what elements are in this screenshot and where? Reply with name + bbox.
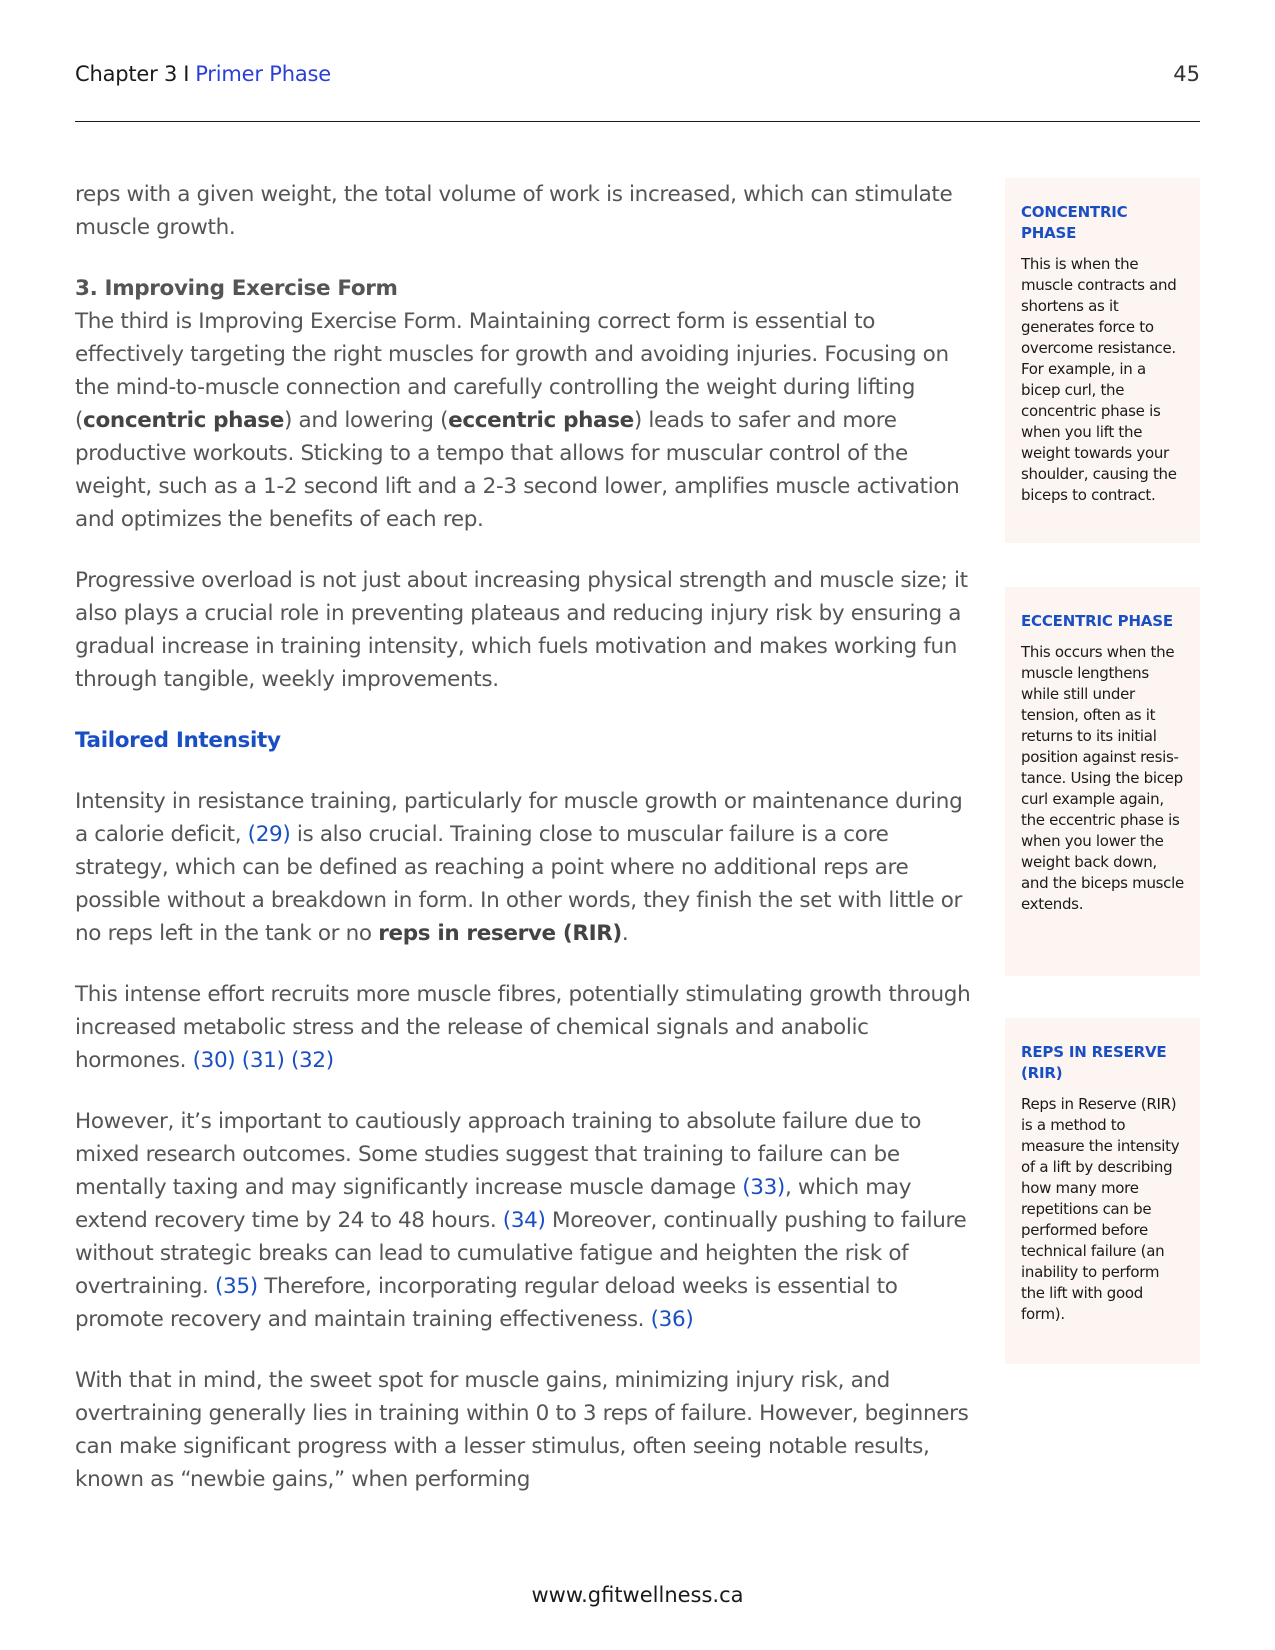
citation-link[interactable]: (29) — [247, 822, 291, 847]
running-head — [75, 62, 331, 86]
paragraph — [75, 564, 975, 696]
paragraph-text: Therefore, incorporating regular deload weeks is essential to promote recovery and maintain training effectiveness. — [75, 1274, 898, 1332]
paragraph-text: . — [621, 921, 629, 946]
paragraph — [75, 1105, 975, 1336]
citation-link[interactable]: (33) — [742, 1175, 785, 1200]
term-rir: reps in reserve (RIR) — [378, 921, 622, 946]
paragraph-text: Progressive overload is not just about increasing physical strength and muscle size; it also plays a crucial role in preventing plateaus and reducing injury risk by ensuring a gradual increase in training intensity, which fuels motivation and makes working fun through tangible, weekly improvements. — [75, 568, 968, 692]
definition-text: This is when the muscle contracts and shortens as it generates force to overcome resistance. For example, in a bicep curl, the concentric phase is when you lift the weight towards your shoulder, causing the biceps to contract. — [1021, 255, 1177, 504]
sidebar-definition-concentric — [1005, 178, 1200, 543]
paragraph — [75, 272, 975, 536]
chapter-label: Chapter 3 — [75, 62, 178, 86]
sidebar-definition-rir — [1005, 1018, 1200, 1364]
citation-link[interactable]: (30) (31) (32) — [192, 1048, 334, 1073]
paragraph-text: Moreover, continually pushing to failure without strategic breaks can lead to cumulative fatigue and heighten the risk of overtraining. — [75, 1208, 967, 1299]
paragraph-text: With that in mind, the sweet spot for muscle gains, minimizing injury risk, and overtraining generally lies in training within 0 to 3 reps of failure. However, beginners can make significant progress with a lesser stimulus, often seeing notable results, known as “newbie gains,” when performing — [75, 1368, 969, 1492]
definition-title: CONCENTRIC PHASE — [1021, 203, 1128, 242]
citation-link[interactable]: (34) — [502, 1208, 546, 1233]
section-label: Primer Phase — [195, 62, 331, 86]
paragraph — [75, 178, 975, 244]
sidebar-definition-eccentric — [1005, 587, 1200, 976]
paragraph-text: The third is Improving Exercise Form. Maintaining correct form is essential to effectively targeting the right muscles for growth and avoiding injuries. Focusing on the mind-to-muscle connection and carefully controlling the weight during lifting ( — [75, 309, 949, 433]
paragraph-text: ) and lowering ( — [283, 408, 449, 433]
main-text — [75, 178, 975, 1524]
paragraph — [75, 1364, 975, 1496]
subheading: 3. Improving Exercise Form — [75, 276, 398, 301]
term-concentric: concentric phase — [83, 408, 284, 433]
paragraph-text: However, it’s important to cautiously approach training to absolute failure due to mixed research outcomes. Some studies suggest that training to failure can be mentally taxing and may significantly increase muscle damage — [75, 1109, 922, 1200]
citation-link[interactable]: (36) — [650, 1307, 694, 1332]
paragraph-text: This intense effort recruits more muscle fibres, potentially stimulating growth through increased metabolic stress and the release of chemical signals and anabolic hormones. — [75, 982, 971, 1073]
paragraph — [75, 785, 975, 950]
definition-text: Reps in Reserve (RIR) is a method to measure the intensity of a lift by describing how many more repetitions can be performed before technical failure (an inability to perform the lift with good form). — [1021, 1095, 1180, 1323]
citation-link[interactable]: (35) — [215, 1274, 258, 1299]
paragraph-text: ) leads to safer and more productive workouts. Sticking to a tempo that allows for muscular control of the weight, such as a 1-2 second lift and a 2-3 second lower, amplifies muscle activation and optimizes the benefits of each rep. — [75, 408, 960, 532]
paragraph-text: reps with a given weight, the total volume of work is increased, which can stimulate muscle growth. — [75, 182, 953, 240]
paragraph-text: Intensity in resistance training, particularly for muscle growth or maintenance during a calorie deficit, — [75, 789, 963, 847]
section-heading: Tailored Intensity — [75, 728, 281, 753]
paragraph — [75, 978, 975, 1077]
term-eccentric: eccentric phase — [448, 408, 634, 433]
page-header — [75, 62, 1200, 92]
header-separator: I — [183, 62, 190, 86]
definition-title: ECCENTRIC PHASE — [1021, 612, 1173, 630]
paragraph-text: is also crucial. Training close to muscular failure is a core strategy, which can be defined as reaching a point where no additional reps are possible without a breakdown in form. In other words, they finish the set with little or no reps left in the tank or no — [75, 822, 963, 946]
definition-title: REPS IN RESERVE (RIR) — [1021, 1043, 1167, 1082]
paragraph-text: , which may extend recovery time by 24 to 48 hours. — [75, 1175, 912, 1233]
header-divider — [75, 121, 1200, 122]
page-number: 45 — [1173, 62, 1200, 86]
footer-url[interactable]: www.gfitwellness.ca — [531, 1583, 744, 1607]
definition-text: This occurs when the muscle lengthens while still under tension, often as it returns to its initial position against resistance. Using the bicep curl example again, the eccentric phase is when you lower the weight back down, and the biceps muscle extends. — [1021, 643, 1184, 913]
